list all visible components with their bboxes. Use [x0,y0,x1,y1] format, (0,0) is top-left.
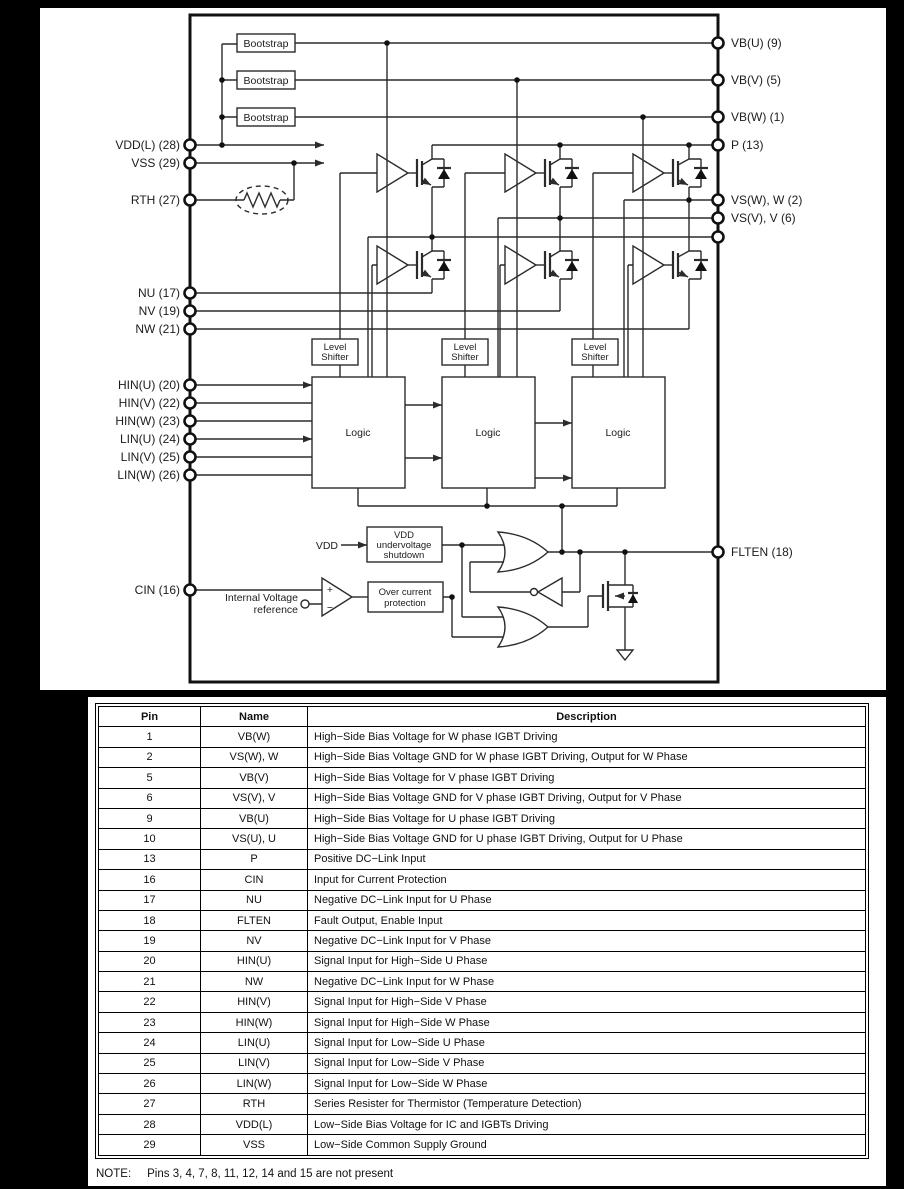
pin-label-cin: CIN (16) [134,583,180,597]
description-cell: High−Side Bias Voltage GND for V phase IGBT Driving, Output for V Phase [308,788,866,808]
name-cell: LIN(V) [201,1053,308,1073]
table-row [99,1053,866,1073]
undervoltage-label: shutdown [383,550,425,561]
pin-cell: 13 [99,849,201,869]
name-cell: FLTEN [201,910,308,930]
description-cell: High−Side Bias Voltage GND for W phase IGBT Driving, Output for W Phase [308,747,866,767]
pin-cell: 21 [99,972,201,992]
pin-nw [185,324,196,335]
pin-label-vsw: VS(W), W (2) [731,193,803,207]
name-cell: HIN(W) [201,1012,308,1032]
table-row [99,1074,866,1094]
level-shifter-label: Level [453,342,477,353]
vdd-rail-label: VDD [315,540,338,552]
or-gate-output [498,607,548,647]
name-cell: HIN(V) [201,992,308,1012]
logic-label: Logic [345,427,371,439]
pin-hinw [185,416,196,427]
pin-vsv [713,213,724,224]
bootstrap-box-2 [237,71,295,89]
level-shifter-label: Shifter [581,352,609,363]
pin-cell: 23 [99,1012,201,1032]
pin-cell: 20 [99,951,201,971]
pin-label-hinv: HIN(V) (22) [118,396,180,410]
pin-cell: 9 [99,808,201,828]
name-cell: VS(W), W [201,747,308,767]
description-cell: High−Side Bias Voltage for W phase IGBT Driving [308,727,866,747]
description-cell: Negative DC−Link Input for V Phase [308,931,866,951]
pin-label-nu: NU (17) [137,286,180,300]
pin-linv [185,452,196,463]
name-cell: NV [201,931,308,951]
level-shifter-label: Shifter [321,352,349,363]
igbt-high-u [377,154,451,192]
or-gate-fault [498,532,548,572]
description-cell: Input for Current Protection [308,870,866,890]
pin-cell: 2 [99,747,201,767]
pin-cell: 1 [99,727,201,747]
pin-cell: 25 [99,1053,201,1073]
left-pin-labels [115,138,180,597]
right-pin-labels [731,36,802,559]
pin-label-linu: LIN(U) (24) [119,432,180,446]
description-cell: Low−Side Common Supply Ground [308,1135,866,1155]
logic-label: Logic [605,427,631,439]
block-diagram [40,8,886,690]
description-cell: Negative DC−Link Input for U Phase [308,890,866,910]
logic-box-3 [572,377,665,488]
description-cell: High−Side Bias Voltage for V phase IGBT Driving [308,768,866,788]
comparator-plus: + [326,584,334,596]
bootstrap-label: Bootstrap [243,38,289,50]
description-cell: Positive DC−Link Input [308,849,866,869]
pin-label-hinu: HIN(U) (20) [118,378,180,392]
pin-cell: 19 [99,931,201,951]
pin-label-nv: NV (19) [138,304,180,318]
junction-dots [219,40,692,600]
igbt-high-w [633,154,708,192]
header-description: Description [308,707,866,727]
pin-hinv [185,398,196,409]
description-cell: Signal Input for Low−Side V Phase [308,1053,866,1073]
igbt-low-v [505,246,579,284]
name-cell: VS(U), U [201,829,308,849]
pin-linw [185,470,196,481]
pin-label-linv: LIN(V) (25) [120,450,180,464]
table-header-row [99,707,866,727]
pin-vbw [713,112,724,123]
description-cell: Signal Input for High−Side V Phase [308,992,866,1012]
name-cell: NW [201,972,308,992]
table-row [99,1012,866,1032]
level-shifter-label: Level [323,342,347,353]
table-row [99,870,866,890]
logic-label: Logic [475,427,501,439]
pin-cell: 24 [99,1033,201,1053]
table-row [99,972,866,992]
level-shifter-label: Shifter [451,352,479,363]
pin-label-linw: LIN(W) (26) [117,468,180,482]
pin-p [713,140,724,151]
pin-vbv [713,75,724,86]
inverter-symbol [531,578,563,606]
bootstrap-label: Bootstrap [243,75,289,87]
pin-label-vddl: VDD(L) (28) [115,138,180,152]
pin-rth [185,195,196,206]
pin-vsu [713,232,724,243]
note-text: Pins 3, 4, 7, 8, 11, 12, 14 and 15 are not present [147,1168,394,1180]
name-cell: RTH [201,1094,308,1114]
name-cell: P [201,849,308,869]
header-pin: Pin [99,707,201,727]
table-row [99,808,866,828]
overcurrent-label: Over current [378,587,432,598]
table-row [99,951,866,971]
pin-label-vbw: VB(W) (1) [731,110,785,124]
name-cell: CIN [201,870,308,890]
comparator-symbol [322,578,352,616]
name-cell: VB(V) [201,768,308,788]
pin-nu [185,288,196,299]
internal-reference-label: reference [253,604,298,616]
pin-label-nw: NW (21) [135,322,180,336]
table-row [99,1033,866,1053]
name-cell: VS(V), V [201,788,308,808]
pin-label-flten: FLTEN (18) [731,545,793,559]
name-cell: VSS [201,1135,308,1155]
logic-box-2 [442,377,535,488]
igbt-low-u [377,246,451,284]
description-cell: Fault Output, Enable Input [308,910,866,930]
pin-flten [713,547,724,558]
ground-symbol [617,650,633,660]
name-cell: LIN(U) [201,1033,308,1053]
description-cell: High−Side Bias Voltage GND for U phase IGBT Driving, Output for U Phase [308,829,866,849]
table-row [99,1114,866,1134]
overcurrent-label: protection [384,598,426,609]
pin-linu [185,434,196,445]
description-cell: Series Resister for Thermistor (Temperature Detection) [308,1094,866,1114]
pin-cin [185,585,196,596]
pin-cell: 18 [99,910,201,930]
table-row [99,747,866,767]
description-cell: Signal Input for High−Side W Phase [308,1012,866,1032]
reference-terminal [301,600,309,608]
pin-label-rth: RTH (27) [130,193,180,207]
table-row [99,788,866,808]
description-cell: Signal Input for Low−Side W Phase [308,1074,866,1094]
table-row [99,768,866,788]
pin-label-hinw: HIN(W) (23) [115,414,180,428]
igbt-high-v [505,154,579,192]
name-cell: LIN(W) [201,1074,308,1094]
pin-vbu [713,38,724,49]
description-cell: Low−Side Bias Voltage for IC and IGBTs Driving [308,1114,866,1134]
description-cell: Signal Input for High−Side U Phase [308,951,866,971]
description-cell: Signal Input for Low−Side U Phase [308,1033,866,1053]
name-cell: VB(U) [201,808,308,828]
undervoltage-label: undervoltage [376,540,432,551]
logic-box-1 [312,377,405,488]
overcurrent-protection-box [368,582,443,612]
table-row [99,1135,866,1155]
pin-cell: 17 [99,890,201,910]
pin-cell: 26 [99,1074,201,1094]
pin-cell: 29 [99,1135,201,1155]
level-shifter-box-3 [572,339,618,365]
table-row [99,890,866,910]
pin-cell: 5 [99,768,201,788]
header-name: Name [201,707,308,727]
pin-cell: 10 [99,829,201,849]
internal-reference-label: Internal Voltage [225,592,298,604]
pin-label-vbv: VB(V) (5) [731,73,782,87]
pin-description-table [98,706,866,1156]
pin-cell: 27 [99,1094,201,1114]
table-note [96,1168,393,1180]
name-cell: NU [201,890,308,910]
igbt-low-w [633,246,708,284]
description-cell: Negative DC−Link Input for W Phase [308,972,866,992]
table-row [99,829,866,849]
pin-hinu [185,380,196,391]
pin-cell: 16 [99,870,201,890]
pin-nv [185,306,196,317]
undervoltage-shutdown-box [367,527,442,562]
level-shifter-box-2 [442,339,488,365]
pin-table-border [95,703,869,1159]
pin-label-vbu: VB(U) (9) [731,36,782,50]
pin-vddl [185,140,196,151]
block-diagram-panel [40,8,886,690]
pin-table-body [99,727,866,1155]
table-row [99,727,866,747]
table-row [99,931,866,951]
name-cell: HIN(U) [201,951,308,971]
bootstrap-box-1 [237,34,295,52]
pin-cell: 28 [99,1114,201,1134]
table-row [99,1094,866,1114]
undervoltage-label: VDD [393,530,415,541]
pin-cell: 22 [99,992,201,1012]
description-cell: High−Side Bias Voltage for U phase IGBT Driving [308,808,866,828]
note-label: NOTE: [96,1168,132,1180]
pin-vsw [713,195,724,206]
level-shifter-label: Level [583,342,607,353]
level-shifter-box-1 [312,339,358,365]
pin-cell: 6 [99,788,201,808]
pin-label-p: P (13) [731,138,764,152]
bootstrap-box-3 [237,108,295,126]
pin-label-vsv: VS(V), V (6) [731,211,796,225]
pin-table-panel [88,697,886,1186]
name-cell: VDD(L) [201,1114,308,1134]
table-row [99,910,866,930]
name-cell: VB(W) [201,727,308,747]
pin-vss [185,158,196,169]
table-row [99,992,866,1012]
bootstrap-label: Bootstrap [243,112,289,124]
table-row [99,849,866,869]
comparator-minus: − [326,602,334,614]
pin-label-vss: VSS (29) [131,156,180,170]
